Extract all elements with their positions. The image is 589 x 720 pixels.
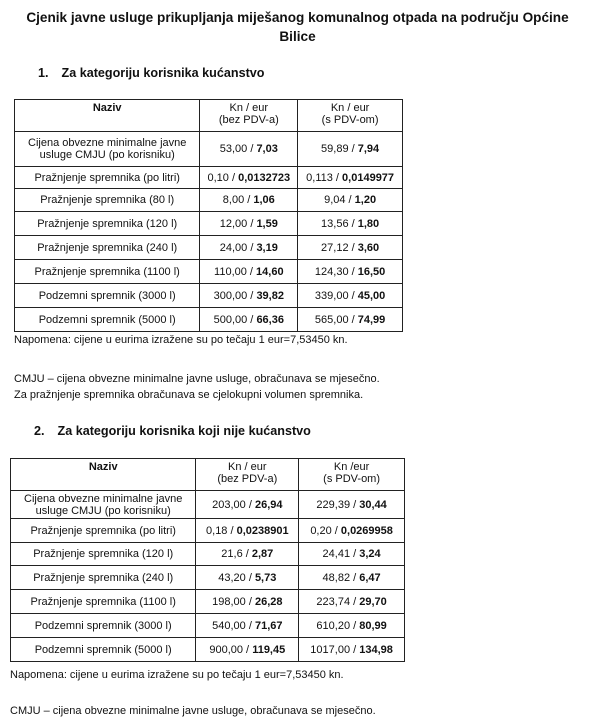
item-name: Pražnjenje spremnika (240 l) bbox=[15, 236, 200, 260]
table-row bbox=[15, 236, 403, 260]
table-row bbox=[15, 308, 403, 332]
page-title: Cjenik javne usluge prikupljanja miješanog komunalnog otpada na području Općine Bilice bbox=[26, 10, 569, 44]
header-price-gross: Kn /eur (s PDV-om) bbox=[299, 459, 405, 491]
price-net: 12,00 / 1,59 bbox=[200, 212, 298, 236]
price-table-household bbox=[14, 99, 403, 332]
footnote-cmju-2: CMJU – cijena obvezne minimalne javne usluge, obračunava se mjesečno. bbox=[10, 705, 376, 717]
price-gross: 565,00 / 74,99 bbox=[298, 308, 403, 332]
item-name: Cijena obvezne minimalne javne usluge CMJU (po korisniku) bbox=[15, 132, 200, 167]
price-net: 300,00 / 39,82 bbox=[200, 284, 298, 308]
price-net: 0,18 / 0,0238901 bbox=[196, 519, 299, 543]
price-gross: 0,113 / 0,0149977 bbox=[298, 167, 403, 189]
item-name: Pražnjenje spremnika (240 l) bbox=[11, 566, 196, 590]
item-name: Pražnjenje spremnika (po litri) bbox=[15, 167, 200, 189]
footnote-cmju-1: CMJU – cijena obvezne minimalne javne usluge, obračunava se mjesečno. bbox=[14, 373, 380, 385]
item-name: Podzemni spremnik (3000 l) bbox=[11, 614, 196, 638]
header-naziv: Naziv bbox=[11, 459, 196, 491]
table-row bbox=[11, 590, 405, 614]
table-row bbox=[11, 543, 405, 566]
exchange-rate-note-1: Napomena: cijene u eurima izražene su po tečaju 1 eur=7,53450 kn. bbox=[14, 334, 348, 346]
section-1-title: Za kategoriju korisnika kućanstvo bbox=[61, 66, 265, 80]
price-gross: 48,82 / 6,47 bbox=[299, 566, 405, 590]
price-gross: 13,56 / 1,80 bbox=[298, 212, 403, 236]
table-row bbox=[11, 519, 405, 543]
price-net: 43,20 / 5,73 bbox=[196, 566, 299, 590]
section-2-heading bbox=[34, 424, 311, 438]
table-row bbox=[15, 284, 403, 308]
price-net: 203,00 / 26,94 bbox=[196, 491, 299, 519]
price-net: 198,00 / 26,28 bbox=[196, 590, 299, 614]
table-row bbox=[15, 260, 403, 284]
item-name: Pražnjenje spremnika (80 l) bbox=[15, 189, 200, 212]
price-gross: 223,74 / 29,70 bbox=[299, 590, 405, 614]
price-gross: 229,39 / 30,44 bbox=[299, 491, 405, 519]
price-net: 540,00 / 71,67 bbox=[196, 614, 299, 638]
item-name: Pražnjenje spremnika (120 l) bbox=[11, 543, 196, 566]
price-net: 24,00 / 3,19 bbox=[200, 236, 298, 260]
table-row bbox=[15, 189, 403, 212]
table-body-non-household bbox=[11, 491, 405, 662]
header-naziv: Naziv bbox=[15, 100, 200, 132]
footnote-volume: Za pražnjenje spremnika obračunava se cjelokupni volumen spremnika. bbox=[14, 389, 364, 401]
price-net: 8,00 / 1,06 bbox=[200, 189, 298, 212]
item-name: Pražnjenje spremnika (1100 l) bbox=[11, 590, 196, 614]
price-gross: 1017,00 / 134,98 bbox=[299, 638, 405, 662]
item-name: Podzemni spremnik (5000 l) bbox=[15, 308, 200, 332]
price-net: 21,6 / 2,87 bbox=[196, 543, 299, 566]
price-gross: 59,89 / 7,94 bbox=[298, 132, 403, 167]
item-name: Podzemni spremnik (5000 l) bbox=[11, 638, 196, 662]
price-gross: 610,20 / 80,99 bbox=[299, 614, 405, 638]
header-price-gross: Kn / eur (s PDV-om) bbox=[298, 100, 403, 132]
price-gross: 27,12 / 3,60 bbox=[298, 236, 403, 260]
price-gross: 124,30 / 16,50 bbox=[298, 260, 403, 284]
price-table-non-household bbox=[10, 458, 405, 662]
table-row bbox=[15, 167, 403, 189]
price-gross: 24,41 / 3,24 bbox=[299, 543, 405, 566]
item-name: Pražnjenje spremnika (po litri) bbox=[11, 519, 196, 543]
section-2-title: Za kategoriju korisnika koji nije kućanstvo bbox=[57, 424, 311, 438]
price-net: 110,00 / 14,60 bbox=[200, 260, 298, 284]
item-name: Podzemni spremnik (3000 l) bbox=[15, 284, 200, 308]
item-name: Pražnjenje spremnika (1100 l) bbox=[15, 260, 200, 284]
exchange-rate-note-2: Napomena: cijene u eurima izražene su po tečaju 1 eur=7,53450 kn. bbox=[10, 669, 344, 681]
table-body-household bbox=[15, 132, 403, 332]
section-1-heading bbox=[38, 66, 264, 80]
table-row bbox=[15, 212, 403, 236]
price-net: 900,00 / 119,45 bbox=[196, 638, 299, 662]
table-row bbox=[11, 491, 405, 519]
table-row bbox=[11, 614, 405, 638]
table-row bbox=[11, 638, 405, 662]
item-name: Cijena obvezne minimalne javne usluge CMJU (po korisniku) bbox=[11, 491, 196, 519]
header-price-net: Kn / eur (bez PDV-a) bbox=[200, 100, 298, 132]
header-price-net: Kn / eur (bez PDV-a) bbox=[196, 459, 299, 491]
price-net: 53,00 / 7,03 bbox=[200, 132, 298, 167]
table-row bbox=[15, 132, 403, 167]
table-row bbox=[11, 566, 405, 590]
price-net: 0,10 / 0,0132723 bbox=[200, 167, 298, 189]
price-gross: 339,00 / 45,00 bbox=[298, 284, 403, 308]
section-1-number: 1. bbox=[38, 66, 49, 80]
price-gross: 0,20 / 0,0269958 bbox=[299, 519, 405, 543]
section-2-number: 2. bbox=[34, 424, 45, 438]
price-gross: 9,04 / 1,20 bbox=[298, 189, 403, 212]
price-net: 500,00 / 66,36 bbox=[200, 308, 298, 332]
item-name: Pražnjenje spremnika (120 l) bbox=[15, 212, 200, 236]
